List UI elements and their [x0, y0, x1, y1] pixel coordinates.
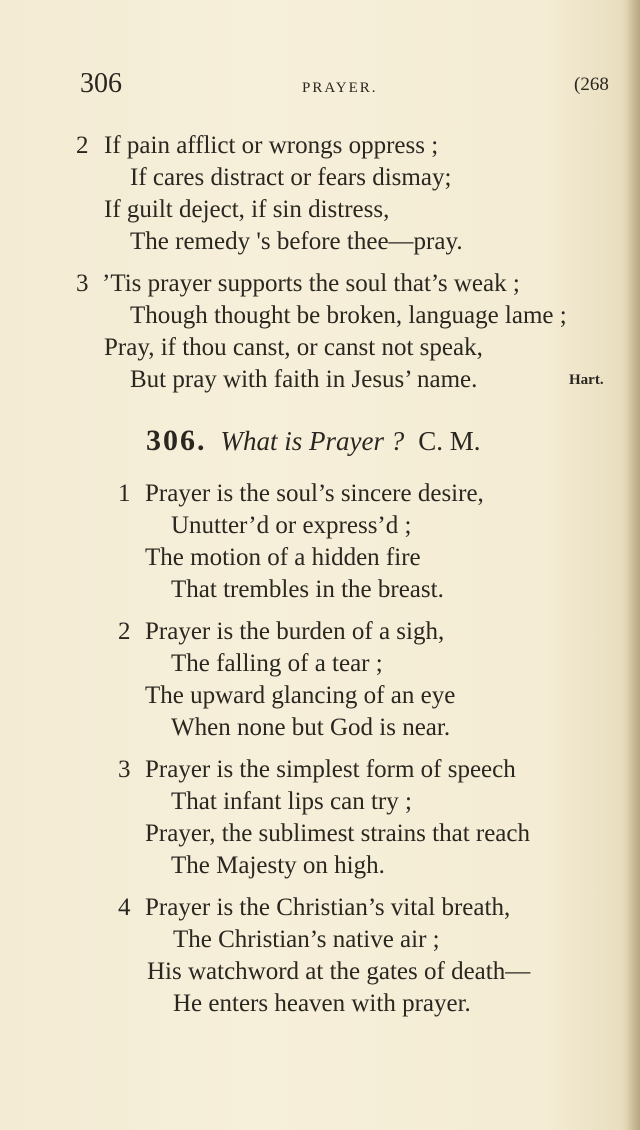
- verse-line: Prayer is the Christian’s vital breath,: [145, 894, 511, 921]
- stanza-number: 1: [118, 480, 131, 507]
- verse-line: If guilt deject, if sin distress,: [104, 196, 390, 223]
- stanza-number: 3: [76, 270, 89, 297]
- verse-line: If cares distract or fears dismay;: [130, 164, 452, 191]
- verse-line: Prayer is the burden of a sigh,: [145, 618, 445, 645]
- stanza-number: 2: [118, 618, 131, 645]
- verse-line: His watchword at the gates of death—: [147, 958, 531, 985]
- verse-line: When none but God is near.: [171, 714, 451, 741]
- verse-line: The Christian’s native air ;: [173, 926, 440, 953]
- verse-line: ’Tis prayer supports the soul that’s weak ;: [102, 270, 520, 297]
- stanza-number: 3: [118, 756, 131, 783]
- verse-line: Prayer is the simplest form of speech: [145, 756, 516, 783]
- verse-line: If pain afflict or wrongs oppress ;: [104, 132, 439, 159]
- hymn-heading: [146, 424, 481, 458]
- hymn-reference: (268: [574, 74, 609, 95]
- page-number: 306: [80, 68, 122, 99]
- verse-line: He enters heaven with prayer.: [173, 990, 471, 1017]
- running-title: PRAYER.: [302, 80, 378, 96]
- verse-line: The falling of a tear ;: [171, 650, 383, 677]
- verse-line: Though thought be broken, language lame ;: [130, 302, 567, 329]
- stanza-number: 2: [76, 132, 89, 159]
- verse-line: Unutter’d or express’d ;: [171, 512, 412, 539]
- verse-line: Prayer is the soul’s sincere desire,: [145, 480, 484, 507]
- verse-line: But pray with faith in Jesus’ name.: [130, 366, 478, 393]
- stanza-number: 4: [118, 894, 131, 921]
- verse-line: The upward glancing of an eye: [145, 682, 456, 709]
- verse-line: That trembles in the breast.: [171, 576, 444, 603]
- verse-line: The motion of a hidden fire: [145, 544, 421, 571]
- hymn-number: 306.: [146, 424, 207, 457]
- running-head: [80, 68, 620, 108]
- verse-line: Prayer, the sublimest strains that reach: [145, 820, 530, 847]
- hymn-title: What is Prayer ?: [220, 426, 405, 456]
- verse-line: Pray, if thou canst, or canst not speak,: [104, 334, 483, 361]
- verse-line: That infant lips can try ;: [171, 788, 412, 815]
- verse-line: The remedy 's before thee—pray.: [130, 228, 463, 255]
- hymn-meter: C. M.: [418, 426, 481, 456]
- author-attribution: Hart.: [569, 372, 604, 388]
- verse-line: The Majesty on high.: [171, 852, 385, 879]
- page-edge-shadow: [626, 0, 640, 1130]
